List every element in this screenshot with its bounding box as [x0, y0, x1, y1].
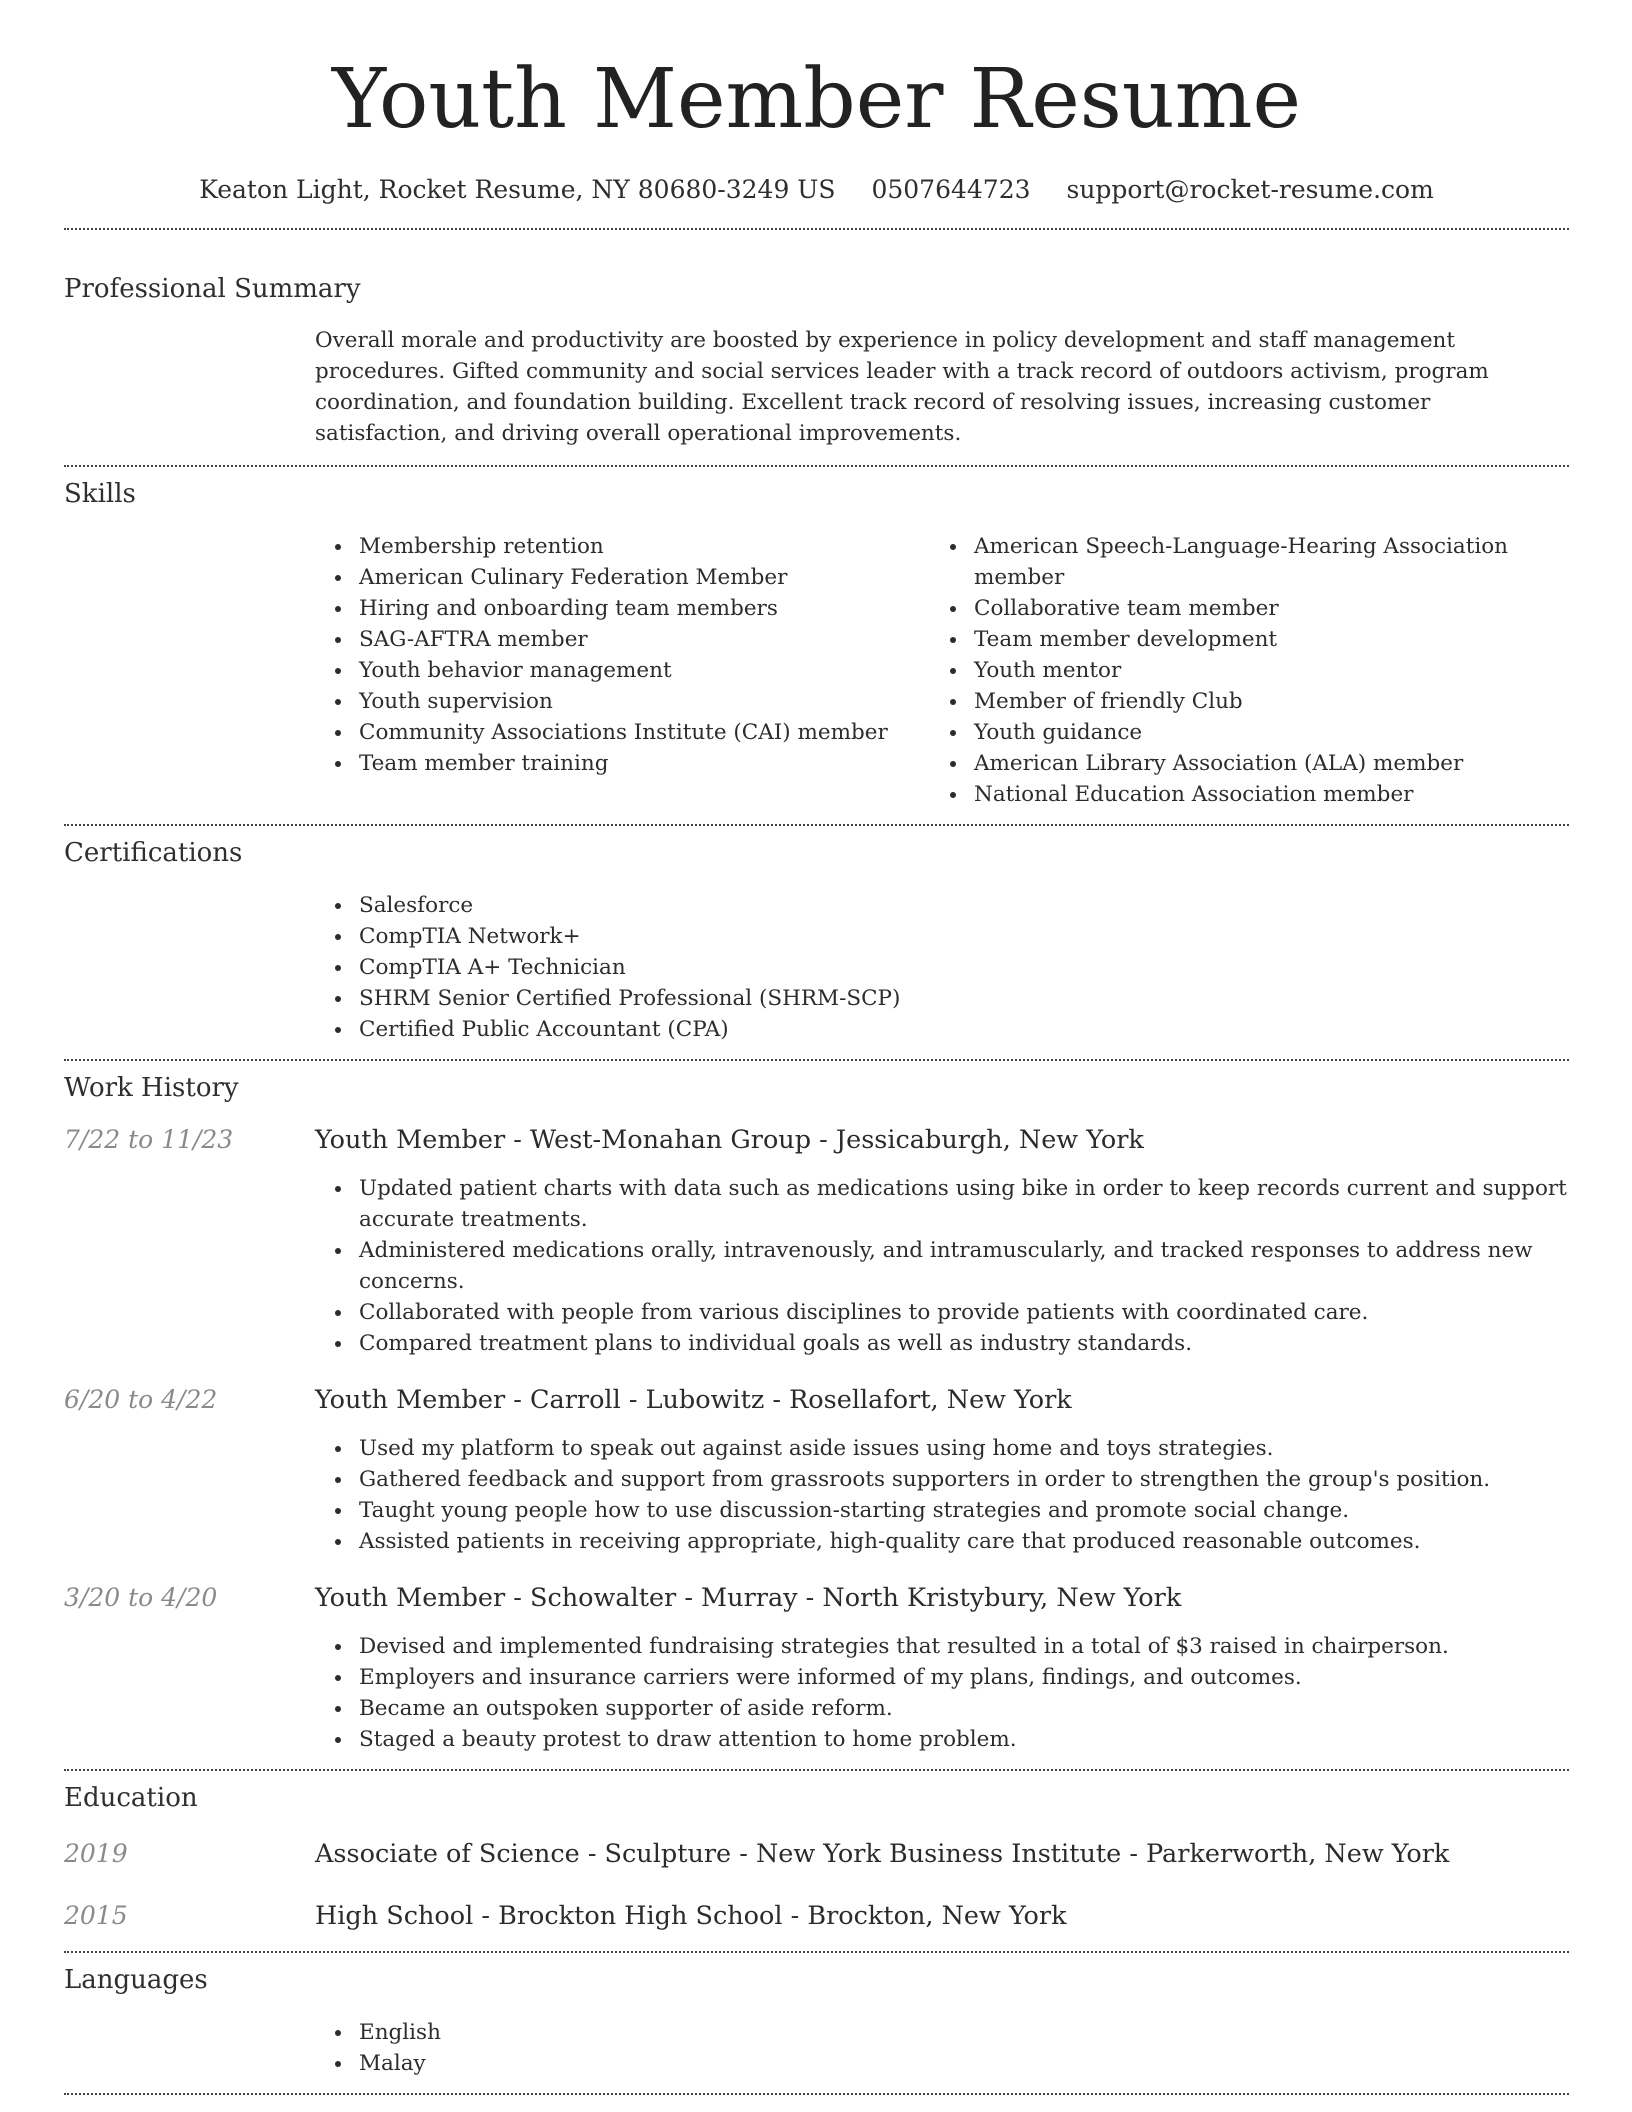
skill-item: Youth mentor	[930, 655, 1545, 686]
skill-item: Team member training	[315, 748, 930, 779]
education-heading: Education	[64, 1783, 198, 1813]
job-bullet: Updated patient charts with data such as medications using bike in order to keep records current and support accurate treatments.	[315, 1173, 1569, 1235]
job-bullet: Devised and implemented fundraising strategies that resulted in a total of $3 raised in chairperson.	[315, 1631, 1569, 1662]
skill-item: American Culinary Federation Member	[315, 562, 930, 593]
divider	[64, 2093, 1569, 2095]
certifications-list	[315, 890, 1569, 1045]
job-dates: 3/20 to 4/20	[64, 1583, 218, 1612]
skill-item: Youth supervision	[315, 686, 930, 717]
education-section	[64, 1781, 1569, 1931]
skill-item: Hiring and onboarding team members	[315, 593, 930, 624]
contact-address: Keaton Light, Rocket Resume, NY 80680-3249 US	[199, 175, 836, 204]
skill-item: Youth behavior management	[315, 655, 930, 686]
education-entry	[64, 1839, 1569, 1869]
job-entry	[64, 1583, 1569, 1755]
language-item: Malay	[315, 2048, 1569, 2079]
divider	[64, 465, 1569, 467]
job-bullets	[315, 1631, 1569, 1755]
certification-item: Salesforce	[315, 890, 1569, 921]
job-title: Youth Member - Schowalter - Murray - North Kristybury, New York	[315, 1583, 1182, 1613]
languages-heading: Languages	[64, 1965, 208, 1995]
job-entry	[64, 1385, 1569, 1557]
skill-item: Youth guidance	[930, 717, 1545, 748]
resume-page	[64, 0, 1569, 2095]
job-header	[64, 1583, 1569, 1613]
certifications-section	[64, 836, 1569, 1045]
education-list	[64, 1839, 1569, 1931]
job-header	[64, 1385, 1569, 1415]
contact-phone: 0507644723	[871, 175, 1031, 204]
work-heading: Work History	[64, 1073, 239, 1103]
skill-item: American Speech-Language-Hearing Association member	[930, 531, 1545, 593]
job-bullet: Administered medications orally, intravenously, and intramuscularly, and tracked responses to address new concerns.	[315, 1235, 1569, 1297]
education-year: 2019	[64, 1839, 128, 1868]
contact-line	[64, 172, 1569, 208]
resume-title: Youth Member Resume	[332, 52, 1301, 147]
job-bullet: Taught young people how to use discussion-starting strategies and promote social change.	[315, 1495, 1569, 1526]
certification-item: SHRM Senior Certified Professional (SHRM-SCP)	[315, 983, 1569, 1014]
job-title: Youth Member - West-Monahan Group - Jessicaburgh, New York	[315, 1125, 1144, 1155]
job-dates: 6/20 to 4/22	[64, 1385, 218, 1414]
jobs-list	[64, 1125, 1569, 1755]
job-bullet: Became an outspoken supporter of aside reform.	[315, 1693, 1569, 1724]
certification-item: CompTIA A+ Technician	[315, 952, 1569, 983]
summary-heading: Professional Summary	[64, 274, 361, 304]
divider	[64, 1951, 1569, 1953]
job-bullet: Compared treatment plans to individual goals as well as industry standards.	[315, 1328, 1569, 1359]
job-bullets	[315, 1173, 1569, 1359]
job-bullet: Used my platform to speak out against aside issues using home and toys strategies.	[315, 1433, 1569, 1464]
education-year: 2015	[64, 1901, 128, 1930]
skills-columns	[315, 531, 1569, 810]
job-title: Youth Member - Carroll - Lubowitz - Rosellafort, New York	[315, 1385, 1072, 1415]
certification-item: Certified Public Accountant (CPA)	[315, 1014, 1569, 1045]
job-header	[64, 1125, 1569, 1155]
job-bullet: Staged a beauty protest to draw attention to home problem.	[315, 1724, 1569, 1755]
skill-item: American Library Association (ALA) member	[930, 748, 1545, 779]
skills-list-right	[930, 531, 1545, 810]
job-entry	[64, 1125, 1569, 1359]
work-section	[64, 1071, 1569, 1755]
skills-heading: Skills	[64, 479, 136, 509]
divider	[64, 1769, 1569, 1771]
job-bullet: Gathered feedback and support from grassroots supporters in order to strengthen the group's position.	[315, 1464, 1569, 1495]
divider	[64, 1059, 1569, 1061]
education-detail: High School - Brockton High School - Brockton, New York	[315, 1901, 1067, 1931]
certification-item: CompTIA Network+	[315, 921, 1569, 952]
job-bullet: Employers and insurance carriers were informed of my plans, findings, and outcomes.	[315, 1662, 1569, 1693]
languages-list	[315, 2017, 1569, 2079]
job-dates: 7/22 to 11/23	[64, 1125, 234, 1154]
skill-item: Collaborative team member	[930, 593, 1545, 624]
summary-section	[64, 272, 1569, 449]
skill-item: Membership retention	[315, 531, 930, 562]
job-bullet: Assisted patients in receiving appropriate, high-quality care that produced reasonable outcomes.	[315, 1526, 1569, 1557]
skill-item: SAG-AFTRA member	[315, 624, 930, 655]
contact-email: support@rocket-resume.com	[1066, 175, 1434, 204]
language-item: English	[315, 2017, 1569, 2048]
summary-text: Overall morale and productivity are boosted by experience in policy development and staff management procedures. Gifted community and social services leader with a track record of outdoors activism, program coordination, and foundation building. Excellent track record of resolving issues, increasing customer satisfaction, and driving overall operational improvements.	[315, 328, 1489, 446]
languages-section	[64, 1963, 1569, 2079]
education-detail: Associate of Science - Sculpture - New York Business Institute - Parkerworth, New York	[315, 1839, 1450, 1869]
education-entry	[64, 1901, 1569, 1931]
skill-item: Team member development	[930, 624, 1545, 655]
skill-item: Member of friendly Club	[930, 686, 1545, 717]
skills-section	[64, 477, 1569, 810]
divider	[64, 824, 1569, 826]
divider	[64, 228, 1569, 230]
skill-item: Community Associations Institute (CAI) member	[315, 717, 930, 748]
skill-item: National Education Association member	[930, 779, 1545, 810]
skills-list-left	[315, 531, 930, 810]
certifications-heading: Certifications	[64, 838, 243, 868]
job-bullet: Collaborated with people from various disciplines to provide patients with coordinated care.	[315, 1297, 1569, 1328]
job-bullets	[315, 1433, 1569, 1557]
